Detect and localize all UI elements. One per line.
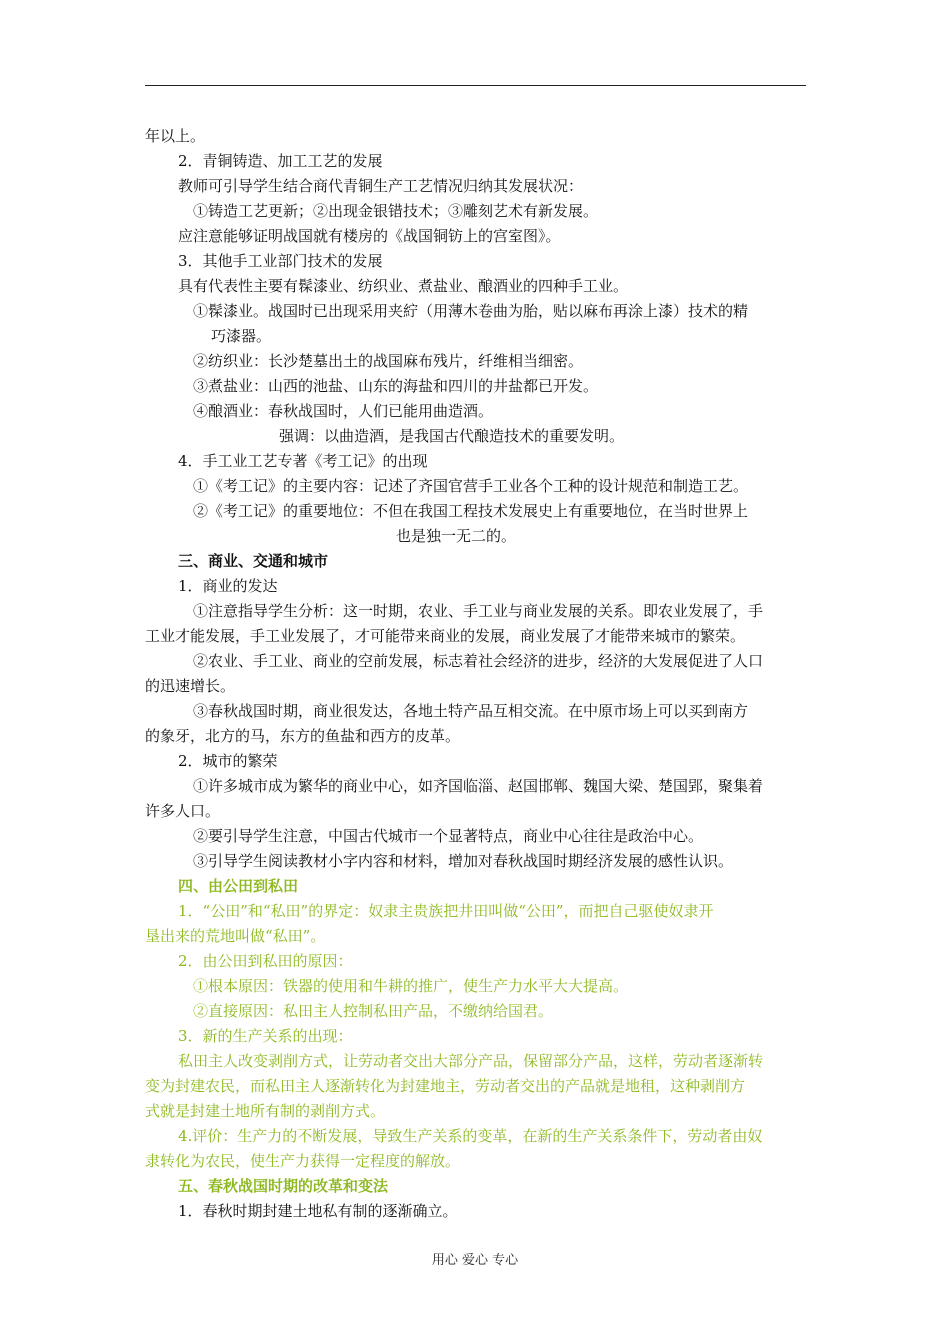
text-line: 教师可引导学生结合商代青铜生产工艺情况归纳其发展状况： [178,177,584,195]
list-item: ①根本原因：铁器的使用和牛耕的推广，使生产力水平大大提高。 [193,977,629,995]
subheading: 3．其他手工业部门技术的发展 [178,252,383,270]
list-item: ①髹漆业。战国时已出现采用夹紵（用薄木卷曲为胎，贴以麻布再涂上漆）技术的精 [193,302,749,320]
paragraph-line: ③春秋战国时期，商业很发达，各地土特产品互相交流。在中原市场上可以买到南方 [193,702,749,720]
subheading: 1．春秋时期封建土地私有制的逐渐确立。 [178,1202,458,1220]
list-item: ①《考工记》的主要内容：记述了齐国官营手工业各个工种的设计规范和制造工艺。 [193,477,749,495]
header-rule [145,85,806,86]
paragraph-line: 私田主人改变剥削方式，让劳动者交出大部分产品，保留部分产品，这样，劳动者逐渐转 [178,1052,764,1070]
subheading: 3．新的生产关系的出现： [178,1027,353,1045]
paragraph-line: 的象牙，北方的马，东方的鱼盐和西方的皮革。 [145,727,461,745]
section-heading: 四、由公田到私田 [178,877,299,895]
paragraph-line: ①许多城市成为繁华的商业中心，如齐国临淄、赵国邯郸、魏国大梁、楚国郢，聚集着 [193,777,764,795]
paragraph-line: 式就是封建土地所有制的剥削方式。 [145,1102,386,1120]
page-footer: 用心 爱心 专心 [431,1253,519,1268]
paragraph-line: 许多人口。 [145,802,221,820]
paragraph-line: 1．“公田”和“私田”的界定：奴隶主贵族把井田叫做“公田”，而把自己驱使奴隶开 [178,902,714,920]
paragraph-line: 垦出来的荒地叫做“私田”。 [145,927,326,945]
text-line: 应注意能够证明战国就有楼房的《战国铜钫上的宫室图》。 [178,227,561,245]
subheading: 2．由公田到私田的原因： [178,952,353,970]
paragraph-line: ③引导学生阅读教材小字内容和材料，增加对春秋战国时期经济发展的感性认识。 [193,852,734,870]
subheading: 2．城市的繁荣 [178,752,278,770]
section-heading: 三、商业、交通和城市 [178,552,329,570]
list-item: ②《考工记》的重要地位：不但在我国工程技术发展史上有重要地位，在当时世界上 [193,502,749,520]
list-item-continuation: 也是独一无二的。 [396,527,517,545]
list-item: ①铸造工艺更新；②出现金银错技术；③雕刻艺术有新发展。 [193,202,599,220]
list-item: ③煮盐业：山西的池盐、山东的海盐和四川的井盐都已开发。 [193,377,599,395]
paragraph-line: 4.评价：生产力的不断发展，导致生产关系的变革，在新的生产关系条件下，劳动者由奴 [178,1127,763,1145]
paragraph-line: ②农业、手工业、商业的空前发展，标志着社会经济的进步，经济的大发展促进了人口 [193,652,764,670]
list-item: ④酿酒业：春秋战国时，人们已能用曲造酒。 [193,402,494,420]
paragraph-line: 变为封建农民，而私田主人逐渐转化为封建地主，劳动者交出的产品就是地租，这种剥削方 [145,1077,746,1095]
list-item: ②直接原因：私田主人控制私田产品，不缴纳给国君。 [193,1002,554,1020]
paragraph-line: ②要引导学生注意，中国古代城市一个显著特点，商业中心往往是政治中心。 [193,827,704,845]
subheading: 1．商业的发达 [178,577,278,595]
paragraph-line: 工业才能发展，手工业发展了，才可能带来商业的发展，商业发展了才能带来城市的繁荣。 [145,627,746,645]
section-heading: 五、春秋战国时期的改革和变法 [178,1177,389,1195]
emphasis-note: 强调：以曲造酒，是我国古代酿造技术的重要发明。 [279,427,625,445]
text-line: 年以上。 [145,127,206,145]
paragraph-line: 的迅速增长。 [145,677,236,695]
list-item-continuation: 巧漆器。 [211,327,272,345]
subheading: 2．青铜铸造、加工工艺的发展 [178,152,383,170]
list-item: ②纺织业：长沙楚墓出土的战国麻布残片，纤维相当细密。 [193,352,584,370]
text-line: 具有代表性主要有髹漆业、纺织业、煮盐业、酿酒业的四种手工业。 [178,277,629,295]
paragraph-line: 隶转化为农民，使生产力获得一定程度的解放。 [145,1152,461,1170]
paragraph-line: ①注意指导学生分析：这一时期，农业、手工业与商业发展的关系。即农业发展了，手 [193,602,764,620]
subheading: 4．手工业工艺专著《考工记》的出现 [178,452,428,470]
